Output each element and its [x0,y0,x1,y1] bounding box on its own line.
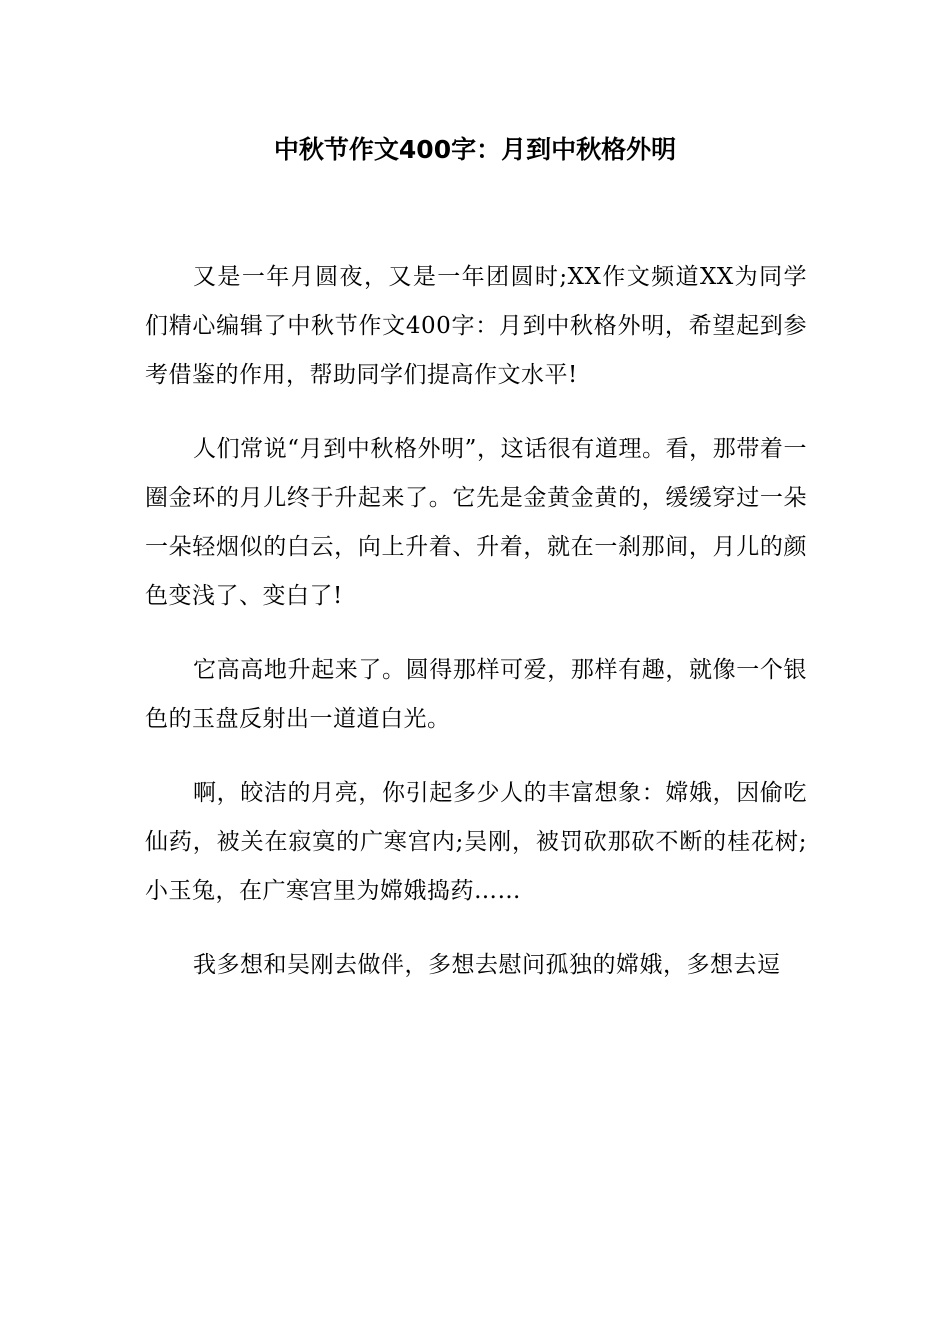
document-title: 中秋节作文400字：月到中秋格外明 [273,135,677,164]
paragraph-2: 人们常说“月到中秋格外明”，这话很有道理。看，那带着一圈金环的月儿终于升起来了。它先是金黄金黄的，缓缓穿过一朵一朵轻烟似的白云，向上升着、升着，就在一刹那间，月儿的颜色变浅了、变白了! [145,436,807,609]
paragraph-5: 我多想和吴刚去做伴，多想去慰问孤独的嫦娥，多想去逗 [193,952,781,978]
paragraph-4: 啊，皎洁的月亮，你引起多少人的丰富想象：嫦娥，因偷吃仙药，被关在寂寞的广寒宫内;吴刚，被罚砍那砍不断的桂花树;小玉兔，在广寒宫里为嫦娥捣药…… [145,780,807,904]
document-body [145,253,807,1015]
paragraph-1: 又是一年月圆夜，又是一年团圆时;XX作文频道XX为同学们精心编辑了中秋节作文400字：月到中秋格外明，希望起到参考借鉴的作用，帮助同学们提高作文水平! [145,264,807,388]
paragraph-3: 它高高地升起来了。圆得那样可爱，那样有趣，就像一个银色的玉盘反射出一道道白光。 [145,657,807,732]
